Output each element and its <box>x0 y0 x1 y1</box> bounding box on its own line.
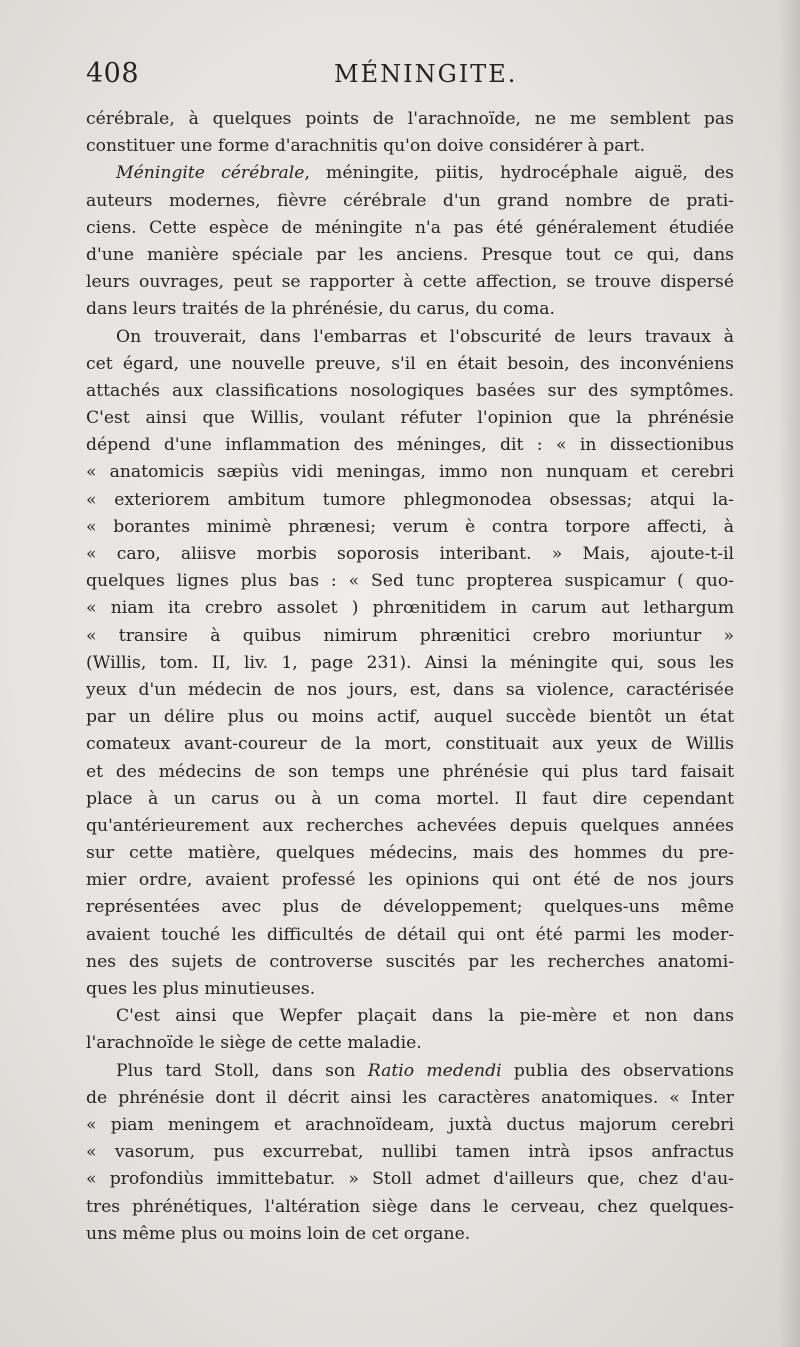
line-text: Plus tard Stoll, dans son <box>116 1060 368 1081</box>
text-line <box>86 269 734 296</box>
text-line <box>86 487 734 514</box>
line-text: « caro, aliisve morbis soporosis interibant. » Mais, ajoute-t-il <box>86 544 734 564</box>
text-line <box>86 731 734 758</box>
italic-term: Méningite cérébrale <box>116 163 305 184</box>
text-line <box>86 623 734 650</box>
text-line <box>86 405 734 432</box>
line-text: et des médecins de son temps une phrénésie qui plus tard faisait <box>86 761 734 782</box>
line-text: représentées avec plus de développement; quelques-uns même <box>86 897 734 918</box>
text-line <box>86 1003 734 1030</box>
text-line <box>86 1194 734 1221</box>
text-line <box>86 514 734 541</box>
text-line <box>86 1166 734 1193</box>
line-text: quelques lignes plus bas : « Sed tunc propterea suspicamur ( quo- <box>86 571 734 592</box>
text-line <box>86 704 734 731</box>
text-line <box>86 677 734 704</box>
body-text <box>86 106 734 1248</box>
line-text: cérébrale, à quelques points de l'arachnoïde, ne me semblent pas <box>86 109 734 129</box>
text-line <box>86 813 734 840</box>
line-text: ciens. Cette espèce de méningite n'a pas été généralement étudiée <box>86 217 734 238</box>
text-line <box>86 568 734 595</box>
line-text: cet égard, une nouvelle preuve, s'il en était besoin, des inconvéniens <box>86 353 734 374</box>
text-line <box>86 949 734 976</box>
text-line <box>86 1221 734 1248</box>
line-text: C'est ainsi que Wepfer plaçait dans la pie-mère et non dans <box>116 1006 734 1027</box>
text-line <box>86 541 734 568</box>
text-line <box>86 296 734 323</box>
line-text: qu'antérieurement aux recherches achevées depuis quelques années <box>86 815 734 836</box>
text-line <box>86 976 734 1003</box>
line-text: yeux d'un médecin de nos jours, est, dans sa violence, caractérisée <box>86 679 734 700</box>
text-line <box>86 867 734 894</box>
text-line <box>86 1058 734 1085</box>
line-text: de phrénésie dont il décrit ainsi les caractères anatomiques. « Inter <box>86 1087 734 1108</box>
line-text: attachés aux classifications nosologiques basées sur des symptômes. <box>86 380 734 401</box>
text-line <box>86 106 734 133</box>
page-edge-shadow <box>778 0 800 1347</box>
line-text: « profondiùs immittebatur. » Stoll admet d'ailleurs que, chez d'au- <box>86 1169 734 1190</box>
text-line <box>86 759 734 786</box>
page-number: 408 <box>86 58 140 89</box>
line-text: constituer une forme d'arachnitis qu'on doive considérer à part. <box>86 136 646 157</box>
line-text: mier ordre, avaient professé les opinions qui ont été de nos jours <box>86 870 734 891</box>
text-line <box>86 324 734 351</box>
line-text: « niam ita crebro assolet ) phrœnitidem in carum aut lethargum <box>86 598 734 619</box>
line-text: publia des observations <box>501 1060 734 1081</box>
line-text: avaient touché les difficultés de détail qui ont été parmi les moder- <box>86 924 734 945</box>
text-line <box>86 786 734 813</box>
line-text: l'arachnoïde le siège de cette maladie. <box>86 1033 422 1054</box>
line-text: « anatomicis sæpiùs vidi meningas, immo non nunquam et cerebri <box>86 462 734 483</box>
text-line <box>86 840 734 867</box>
text-line <box>86 1030 734 1057</box>
text-line <box>86 650 734 677</box>
text-line <box>86 922 734 949</box>
line-text: , méningite, piitis, hydrocéphale aiguë, des <box>304 163 734 184</box>
line-text: par un délire plus ou moins actif, auquel succède bientôt un état <box>86 707 734 728</box>
line-text: « piam meningem et arachnoïdeam, juxtà ductus majorum cerebri <box>86 1114 734 1135</box>
text-line <box>86 160 734 187</box>
text-line <box>86 595 734 622</box>
line-text: On trouverait, dans l'embarras et l'obscurité de leurs travaux à <box>116 326 734 347</box>
line-text: « vasorum, pus excurrebat, nullibi tamen intrà ipsos anfractus <box>86 1142 734 1163</box>
line-text: auteurs modernes, fièvre cérébrale d'un grand nombre de prati- <box>86 190 734 211</box>
page-header <box>86 58 736 92</box>
line-text: C'est ainsi que Willis, voulant réfuter l'opinion que la phrénésie <box>86 408 734 429</box>
running-title: MÉNINGITE. <box>334 60 518 88</box>
line-text: uns même plus ou moins loin de cet organe. <box>86 1223 471 1244</box>
line-text: ques les plus minutieuses. <box>86 979 316 999</box>
line-text: dans leurs traités de la phrénésie, du carus, du coma. <box>86 299 555 320</box>
text-line <box>86 351 734 378</box>
line-text: (Willis, tom. II, liv. 1, page 231). Ainsi la méningite qui, sous les <box>86 652 734 673</box>
line-text: comateux avant-coureur de la mort, constituait aux yeux de Willis <box>86 734 734 755</box>
line-text: tres phrénétiques, l'altération siège dans le cerveau, chez quelques- <box>86 1196 734 1217</box>
text-line <box>86 894 734 921</box>
text-line <box>86 459 734 486</box>
text-line <box>86 242 734 269</box>
line-text: dépend d'une inflammation des méninges, dit : « in dissectionibus <box>86 435 734 456</box>
text-line <box>86 188 734 215</box>
line-text: « transire à quibus nimirum phrænitici crebro moriuntur » <box>86 625 734 646</box>
text-line <box>86 1085 734 1112</box>
line-text: sur cette matière, quelques médecins, mais des hommes du pre- <box>86 843 734 864</box>
line-text: nes des sujets de controverse suscités par les recherches anatomi- <box>86 951 734 972</box>
text-line <box>86 432 734 459</box>
line-text: d'une manière spéciale par les anciens. Presque tout ce qui, dans <box>86 244 734 265</box>
line-text: « exteriorem ambitum tumore phlegmonodea obsessas; atqui la- <box>86 489 734 510</box>
text-line <box>86 215 734 242</box>
italic-title: Ratio medendi <box>367 1060 502 1081</box>
line-text: leurs ouvrages, peut se rapporter à cette affection, se trouve dispersé <box>86 272 734 293</box>
text-line <box>86 1112 734 1139</box>
text-line <box>86 133 734 160</box>
text-line <box>86 1139 734 1166</box>
text-line <box>86 378 734 405</box>
line-text: « borantes minimè phrænesi; verum è contra torpore affecti, à <box>86 516 734 537</box>
line-text: place à un carus ou à un coma mortel. Il faut dire cependant <box>86 788 734 809</box>
